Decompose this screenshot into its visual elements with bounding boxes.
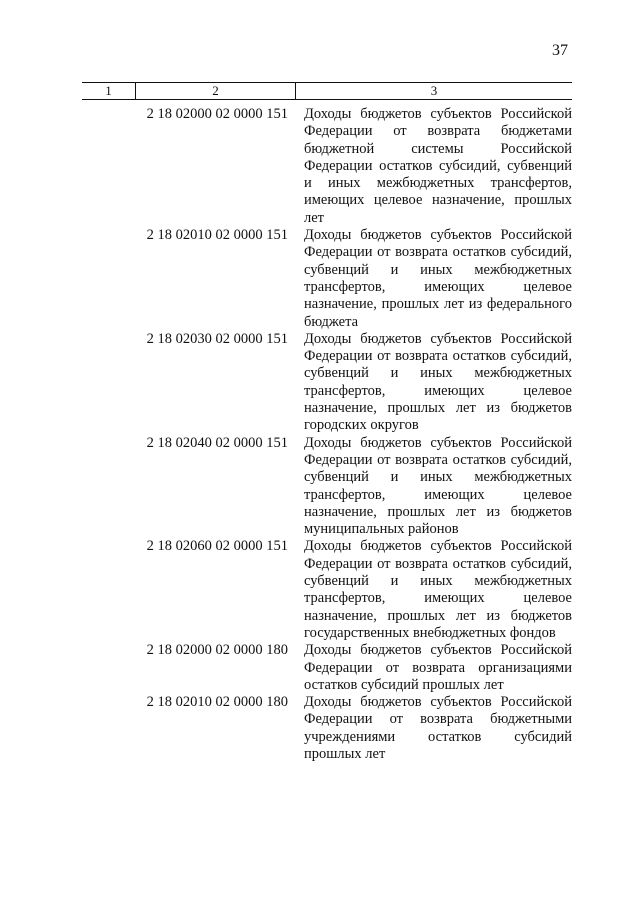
table-body: [82, 106, 572, 763]
header-col-2: 2: [136, 83, 296, 99]
table-row: [82, 227, 572, 331]
budget-code-cell: 2 18 02010 02 0000 180: [146, 694, 288, 711]
description-cell: Доходы бюджетов субъектов Российской Федерации от возврата бюджетными учреждениями остатков субсидий прошлых лет: [304, 694, 572, 762]
budget-code-cell: 2 18 02060 02 0000 151: [146, 538, 288, 555]
page-number: 37: [552, 42, 568, 59]
header-col-1: 1: [82, 83, 136, 99]
revenue-codes-table: [82, 82, 572, 763]
description-cell: Доходы бюджетов субъектов Российской Федерации от возврата организациями остатков субсидий прошлых лет: [304, 642, 572, 693]
table-row: [82, 694, 572, 763]
description-cell: Доходы бюджетов субъектов Российской Федерации от возврата остатков субсидий, субвенций и иных межбюджетных трансфертов, имеющих целевое назначение, прошлых лет из федерального бюджета: [304, 227, 572, 330]
table-row: [82, 435, 572, 539]
budget-code-cell: 2 18 02010 02 0000 151: [146, 227, 288, 244]
budget-code-cell: 2 18 02000 02 0000 151: [146, 106, 288, 122]
description-cell: Доходы бюджетов субъектов Российской Федерации от возврата остатков субсидий, субвенций и иных межбюджетных трансфертов, имеющих целевое назначение, прошлых лет из бюджетов государственных внебюджетных фондов: [304, 538, 572, 641]
description-cell: Доходы бюджетов субъектов Российской Федерации от возврата остатков субсидий, субвенций и иных межбюджетных трансфертов, имеющих целевое назначение, прошлых лет из бюджетов муниципальных районов: [304, 434, 572, 538]
table-row: [82, 331, 572, 435]
table-row: [82, 538, 572, 642]
table-row: [82, 106, 572, 227]
budget-code-cell: 2 18 02030 02 0000 151: [146, 330, 288, 347]
description-cell: Доходы бюджетов субъектов Российской Федерации от возврата остатков субсидий, субвенций и иных межбюджетных трансфертов, имеющих целевое назначение, прошлых лет из бюджетов городских округов: [304, 330, 572, 434]
table-row: [82, 642, 572, 694]
budget-code-cell: 2 18 02040 02 0000 151: [146, 434, 288, 451]
description-cell: Доходы бюджетов субъектов Российской Федерации от возврата бюджетами бюджетной системы Российской Федерации остатков субсидий, субвенций и иных межбюджетных трансфертов, имеющих целевое назначение, прошлых лет: [304, 106, 572, 226]
budget-code-cell: 2 18 02000 02 0000 180: [146, 642, 288, 659]
table-header-row: [82, 82, 572, 100]
header-col-3: 3: [430, 83, 438, 98]
